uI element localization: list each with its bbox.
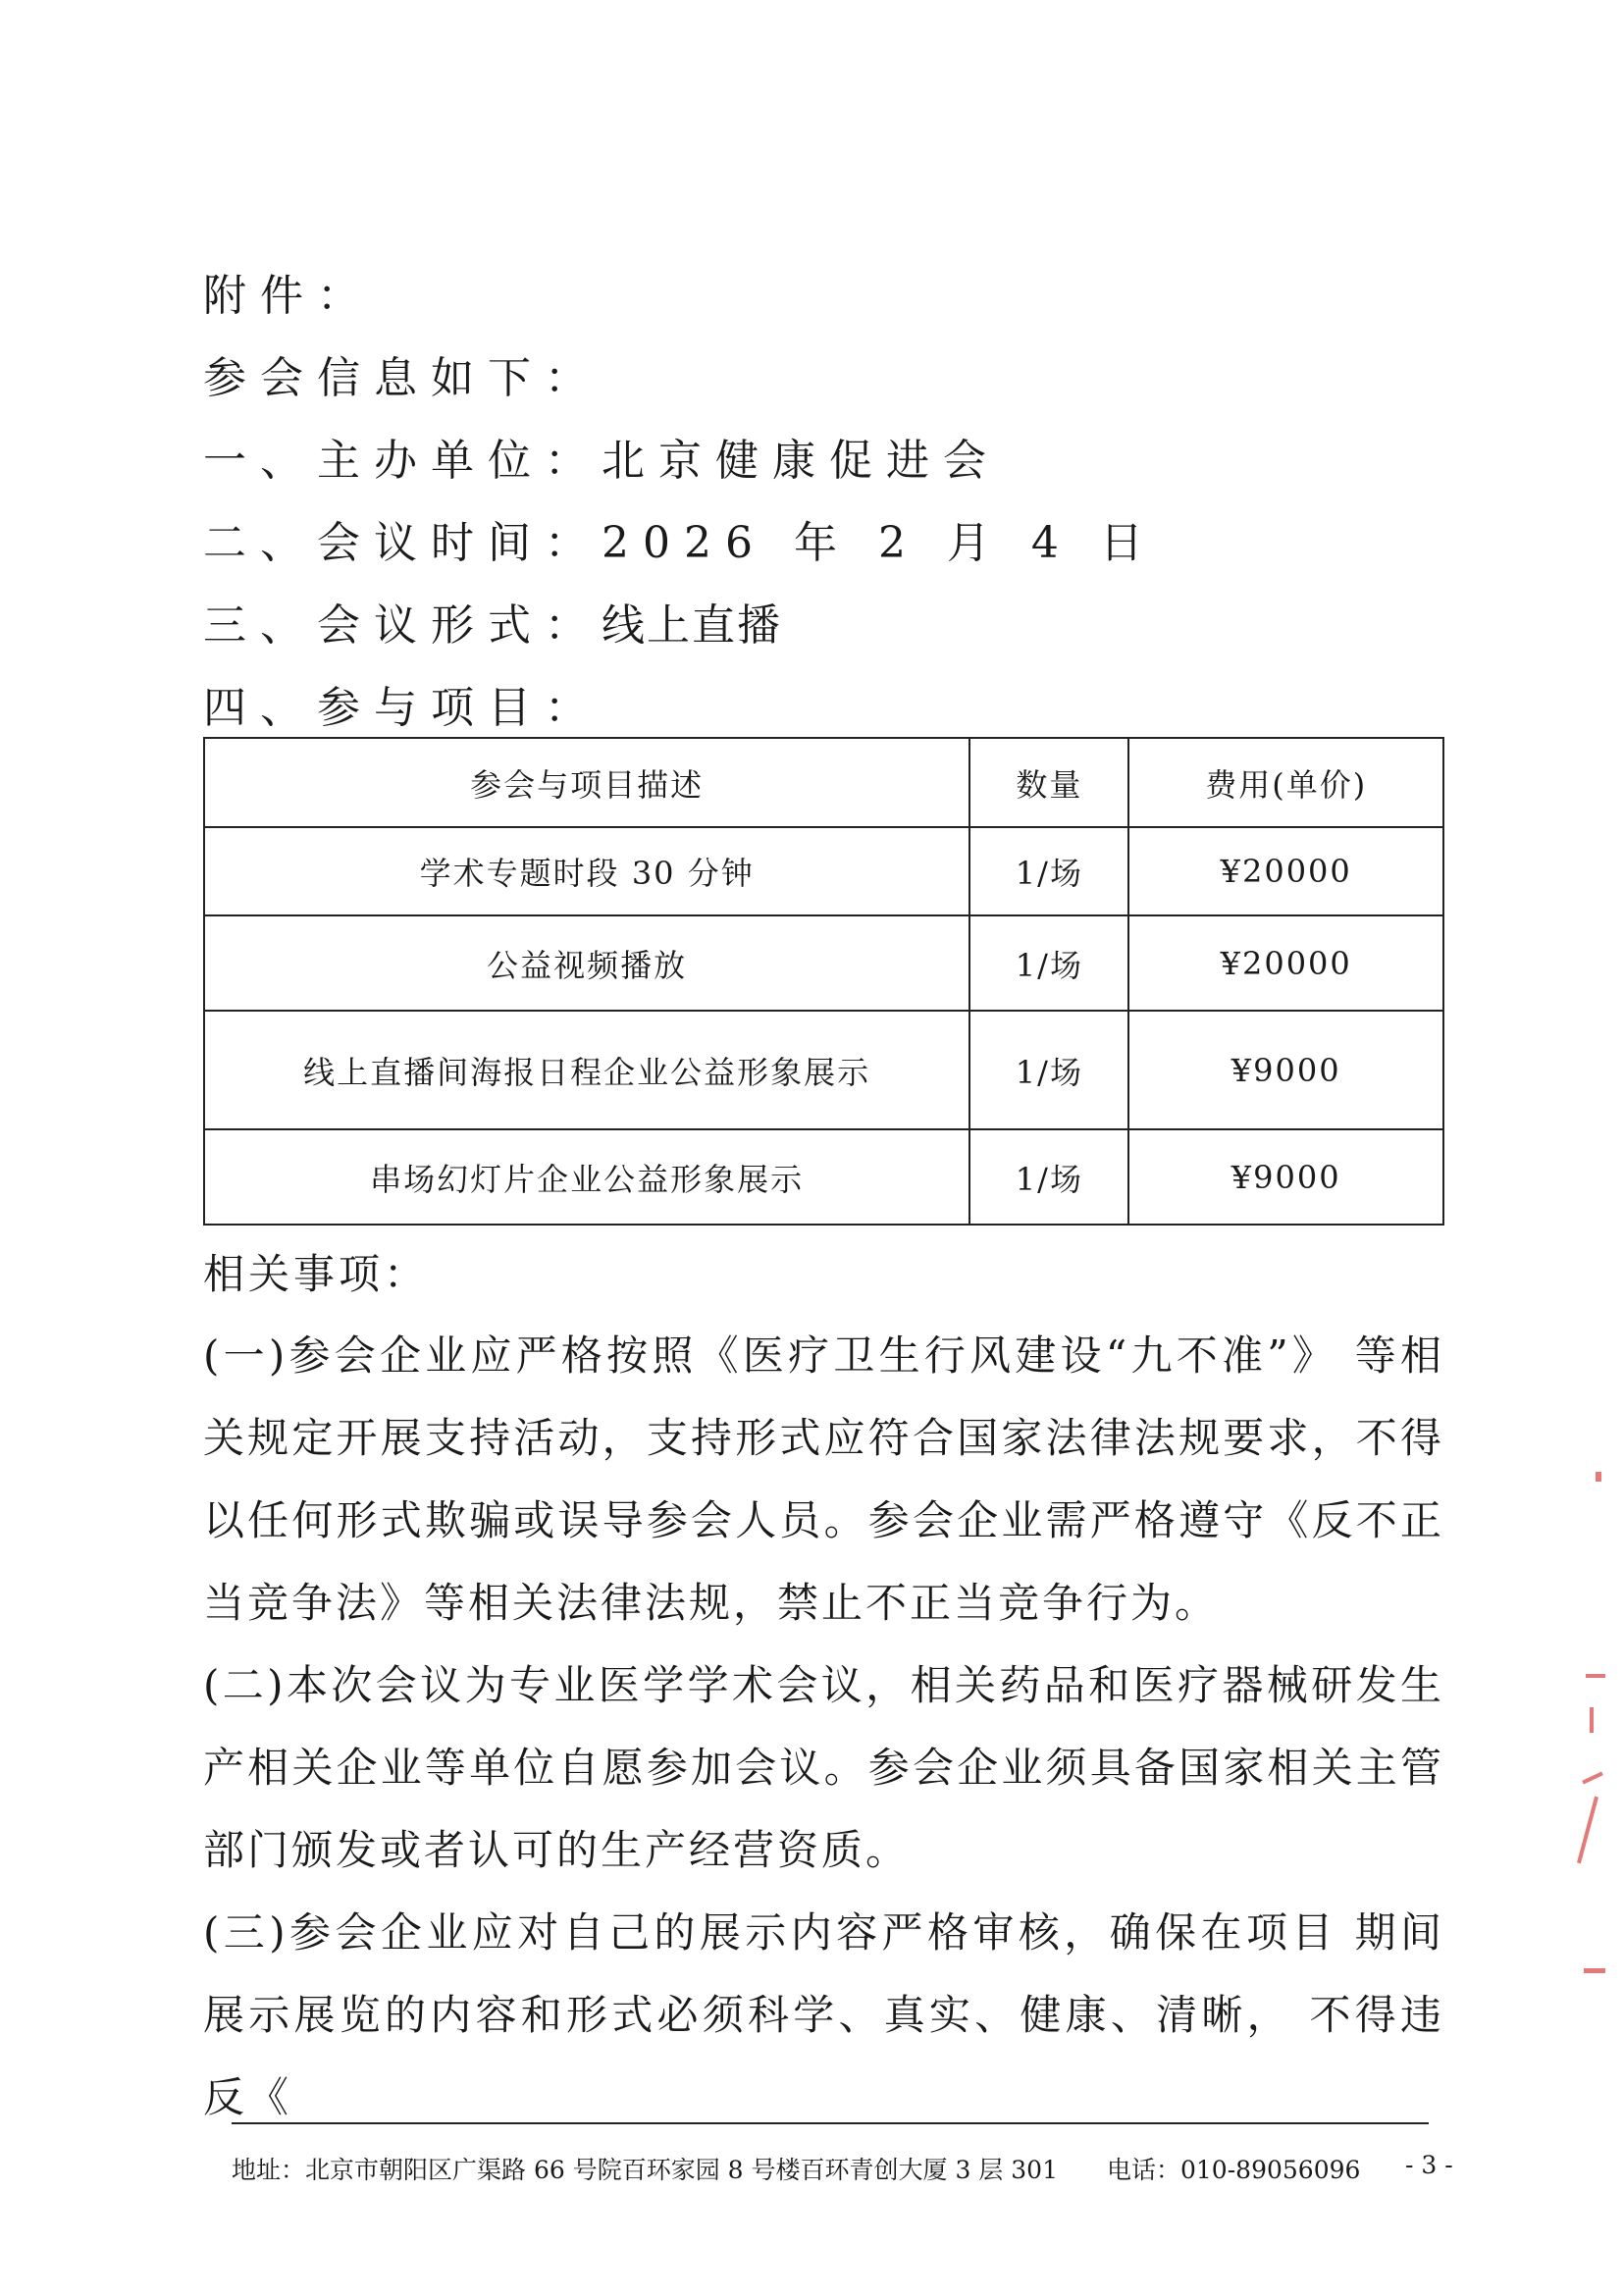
table-header-price: 费用(单价) xyxy=(1128,738,1443,827)
table-row xyxy=(204,1129,1443,1225)
footer-address: 地址：北京市朝阳区广渠路 66 号院百环家园 8 号楼百环青创大厦 3 层 301 xyxy=(232,2156,1058,2184)
table-row xyxy=(204,915,1443,1011)
table-header-desc: 参会与项目描述 xyxy=(204,738,969,827)
footer-phone: 电话：010-89056096 xyxy=(1107,2156,1361,2184)
table-cell-desc: 线上直播间海报日程企业公益形象展示 xyxy=(204,1011,969,1129)
table-row xyxy=(204,827,1443,915)
notes-title: 相关事项： xyxy=(203,1250,430,1298)
footer-divider xyxy=(232,2122,1429,2124)
stamp-fragment xyxy=(1577,1797,1598,1864)
stamp-fragment xyxy=(1584,1968,1605,1973)
info-label: 三、会议形式： xyxy=(203,600,602,651)
items-table xyxy=(203,737,1444,1226)
table-cell-qty: 1/场 xyxy=(969,915,1128,1011)
table-cell-qty: 1/场 xyxy=(969,827,1128,915)
table-row xyxy=(204,1011,1443,1129)
info-items xyxy=(203,683,602,733)
info-time xyxy=(203,518,1157,568)
info-format xyxy=(203,600,782,651)
footer-page-number: - 3 - xyxy=(1405,2151,1453,2179)
note-item-3: (三)参会企业应对自己的展示内容严格审核，确保在项目 期间展示展览的内容和形式必须科学、真实、健康、清晰， 不得违反《 xyxy=(203,1908,1444,2121)
info-label: 四、参与项目： xyxy=(203,683,602,733)
info-value: 北京健康促进会 xyxy=(602,436,1000,486)
stamp-fragment xyxy=(1590,1707,1594,1733)
info-value: 线上直播 xyxy=(602,600,782,651)
table-header-qty: 数量 xyxy=(969,738,1128,827)
table-cell-qty: 1/场 xyxy=(969,1011,1128,1129)
table-cell-desc: 学术专题时段 30 分钟 xyxy=(204,827,969,915)
stamp-fragment xyxy=(1596,1472,1601,1482)
table-cell-price: ¥20000 xyxy=(1128,915,1443,1011)
stamp-fragment xyxy=(1586,1674,1605,1678)
table-cell-qty: 1/场 xyxy=(969,1129,1128,1225)
info-label: 二、会议时间： xyxy=(203,518,602,568)
intro-text: 参会信息如下： xyxy=(203,353,602,403)
table-cell-price: ¥20000 xyxy=(1128,827,1443,915)
table-cell-desc: 公益视频播放 xyxy=(204,915,969,1011)
table-cell-price: ¥9000 xyxy=(1128,1011,1443,1129)
info-organizer xyxy=(203,436,1000,486)
table-cell-price: ¥9000 xyxy=(1128,1129,1443,1225)
note-item-2: (二)本次会议为专业医学学术会议，相关药品和医疗器械研发生产相关企业等单位自愿参加会议。参会企业须具备国家相关主管部门颁发或者认可的生产经营资质。 xyxy=(203,1661,1444,1874)
table-header-row xyxy=(204,738,1443,827)
note-item-1: (一)参会企业应严格按照《医疗卫生行风建设“九不准”》 等相关规定开展支持活动，支持形式应符合国家法律法规要求，不得以任何形式欺骗或误导参会人员。参会企业需严格遵守《反不正当竞争法》等相关法律法规，禁止不正当竞争行为。 xyxy=(203,1331,1444,1627)
table-cell-desc: 串场幻灯片企业公益形象展示 xyxy=(204,1129,969,1225)
attachment-label: 附件： xyxy=(203,271,374,321)
stamp-fragment xyxy=(1582,1772,1603,1785)
info-label: 一、主办单位： xyxy=(203,436,602,486)
info-value: 2026 年 2 月 4 日 xyxy=(602,518,1157,568)
